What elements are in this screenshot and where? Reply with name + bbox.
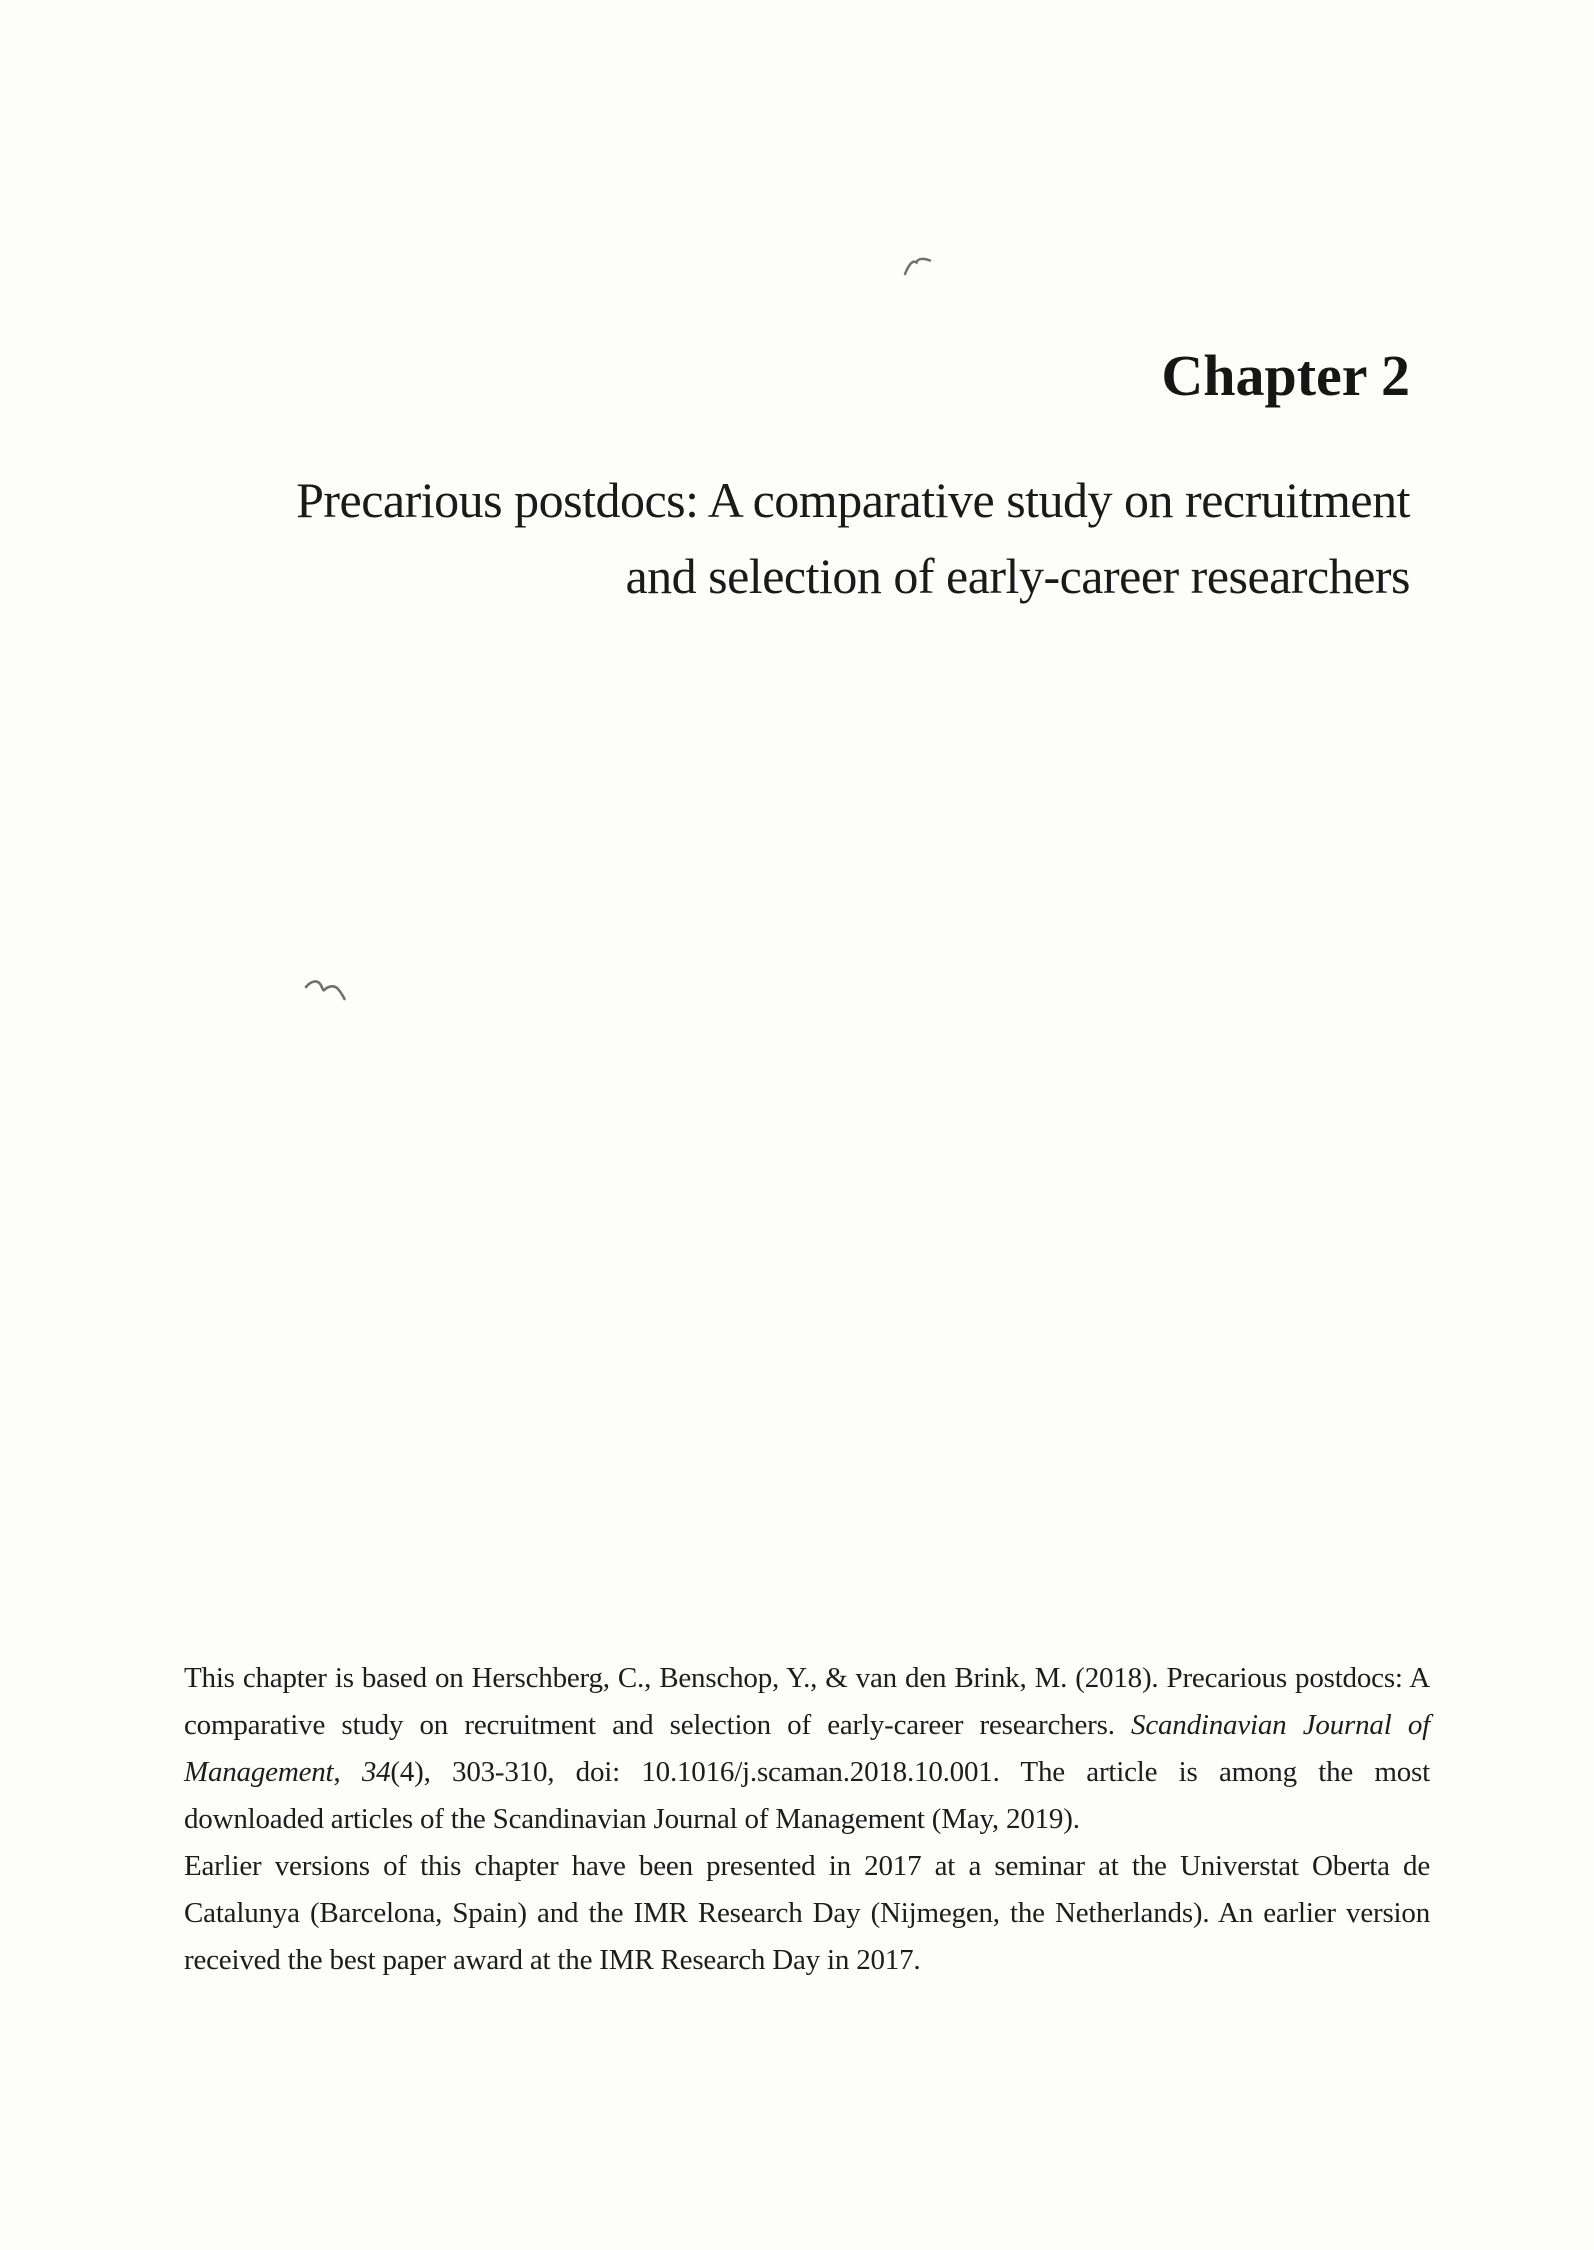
citation-tail: (4), 303-310, doi: 10.1016/j.scaman.2018.10.001. The article is among the most downloaded articles of the Scandinavian Journal of Management (May, 2019). (184, 1756, 1430, 1835)
footnote-paragraph-presentations: Earlier versions of this chapter have been presented in 2017 at a seminar at the Universtat Oberta de Catalunya (Barcelona, Spain) and the IMR Research Day (Nijmegen, the Netherlands). An earlier version received the best paper award at the IMR Research Day in 2017. (184, 1850, 1430, 1976)
citation-separator: , (333, 1756, 362, 1788)
footnote-block (184, 1655, 1430, 1984)
footnote-paragraph-citation (184, 1655, 1430, 1843)
chapter-title-line-1: Precarious postdocs: A comparative study on recruitment (296, 472, 1410, 528)
chapter-heading: Chapter 2 (1161, 343, 1410, 408)
journal-volume-italic: 34 (361, 1756, 391, 1788)
flying-bird-icon (903, 253, 933, 279)
journal-name-italic: Scandinavian Journal of Management (184, 1709, 1430, 1788)
chapter-title (296, 462, 1410, 614)
flying-bird-icon (303, 976, 347, 1006)
citation-text: This chapter is based on Herschberg, C., Benschop, Y., & van den Brink, M. (2018). Precarious postdocs: A comparative study on recruitment and selection of early-career researchers. (184, 1662, 1430, 1741)
chapter-title-line-2: and selection of early-career researchers (625, 548, 1410, 604)
